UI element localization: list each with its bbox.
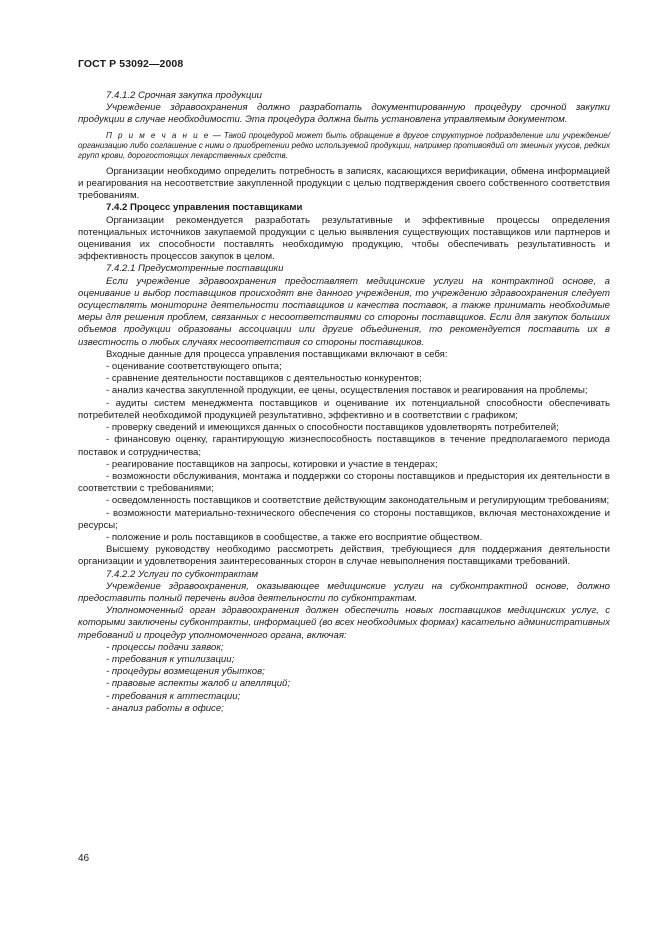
paragraph: Входные данные для процесса управления поставщиками включают в себя:	[106, 348, 448, 360]
list-item: - возможности обслуживания, монтажа и поддержки со стороны поставщиков и предыстория их деятельности в соответствии с требованиями;	[78, 470, 610, 495]
list-item: - положение и роль поставщиков в сообществе, а также его восприятие обществом.	[106, 531, 483, 543]
list-item: - требования к утилизации;	[106, 653, 235, 665]
list-item: - процессы подачи заявок;	[106, 641, 224, 653]
section-heading: 7.4.2 Процесс управления поставщиками	[106, 202, 303, 214]
list-item: - правовые аспекты жалоб и апелляций;	[106, 678, 291, 690]
note-label: П р и м е ч а н и е	[106, 130, 210, 140]
paragraph: Уполномоченный орган здравоохранения должен обеспечить новых поставщиков медицинских услуг, с которыми заключены субконтракты, информацией (во всех необходимых формах) касательно административных требований и процедур уполномоченного органа, включая:	[78, 605, 610, 641]
list-item: - финансовую оценку, гарантирующую жизнеспособность поставщиков в течение предполагаемого периода поставок и сотрудничества;	[78, 434, 610, 458]
subsection-heading: 7.4.2.2 Услуги по субконтрактам	[106, 568, 259, 580]
subsection-heading: 7.4.1.2 Срочная закупка продукции	[106, 90, 262, 101]
subsection-heading: 7.4.2.1 Предусмотренные поставщики	[106, 263, 284, 275]
document-header: ГОСТ Р 53092—2008	[78, 58, 184, 70]
list-item: - осведомленность поставщиков и соответствие действующим законодательным и регулирующим требованиям;	[106, 495, 610, 507]
list-item: - анализ качества закупленной продукции, ее цены, осуществления поставок и реагирования на проблемы;	[106, 385, 588, 397]
paragraph: Организации необходимо определить потребность в записях, касающихся верификации, обмена информацией и реагирования на несоответствие закупленной продукции с целью подтверждения своего собственного соответствия требованиям.	[78, 165, 610, 202]
note-text: — Такой процедурой может быть обращение в другое структурное подразделение или учреждение/организацию либо соглашение с ними о приобретении редко используемой продукции, например противоядий от змеиных укусов, редких групп крови, дорогостоящих лекарственных средств.	[78, 130, 611, 161]
page-number: 46	[78, 853, 90, 864]
list-item: - процедуры возмещения убытков;	[106, 666, 265, 678]
list-item: - оценивание соответствующего опыта;	[106, 361, 282, 373]
paragraph: Если учреждение здравоохранения предоставляет медицинские услуги на контрактной основе, а оценивание и выбор поставщиков происходят вне данного учреждения, то учреждению здравоохранения следует осуществлять мониторинг деятельности поставщиков и качества поставок, а также принимать необходимые меры для решения проблем, связанных с несоответствиями со стороны поставщиков. Если для закупок больших объемов продукции образованы ассоциации или другие объединения, то рекомендуется поставить их в известность о любых случаях несоответствия со стороны поставщиков.	[78, 275, 610, 348]
paragraph: Учреждение здравоохранения должно разработать документированную процедуру срочной закупки продукции в случае необходимости. Эта процедура должна быть установлена управляемым документом.	[78, 102, 610, 126]
paragraph: Высшему руководству необходимо рассмотреть действия, требующиеся для поддержания деятельности организации и удовлетворения заинтересованных сторон в случае невыполнения поставщиками требований.	[78, 544, 610, 568]
list-item: - проверку сведений и имеющихся данных о способности поставщиков удовлетворять потребителей;	[106, 422, 559, 434]
list-item: - реагирование поставщиков на запросы, котировки и участие в тендерах;	[106, 458, 438, 470]
list-item: - анализ работы в офисе;	[106, 702, 224, 714]
list-item: - требования к аттестации;	[106, 690, 241, 702]
list-item: - аудиты систем менеджмента поставщиков и оценивание их потенциальной способности обеспечивать потребителей необходимой продукцией результативно, эффективно и в соответствии с графиком;	[78, 397, 610, 421]
list-item: - возможности материально-технического обеспечения со стороны поставщиков, включая местонахождение и ресурсы;	[78, 507, 610, 531]
note	[78, 131, 610, 162]
paragraph: Организации рекомендуется разработать результативные и эффективные процессы определения потенциальных источников закупаемой продукции с целью выявления существующих поставщиков или партнеров и оценивания их способности поставлять необходимую продукцию, чтобы обеспечивать результативность и эффективность процессов закупок в целом.	[78, 214, 610, 263]
list-item: - сравнение деятельности поставщиков с деятельностью конкурентов;	[106, 373, 422, 385]
paragraph: Учреждение здравоохранения, оказывающее медицинские услуги на субконтрактной основе, должно предоставить полный перечень видов деятельности по субконтрактам.	[78, 580, 610, 604]
document-body	[78, 90, 610, 715]
